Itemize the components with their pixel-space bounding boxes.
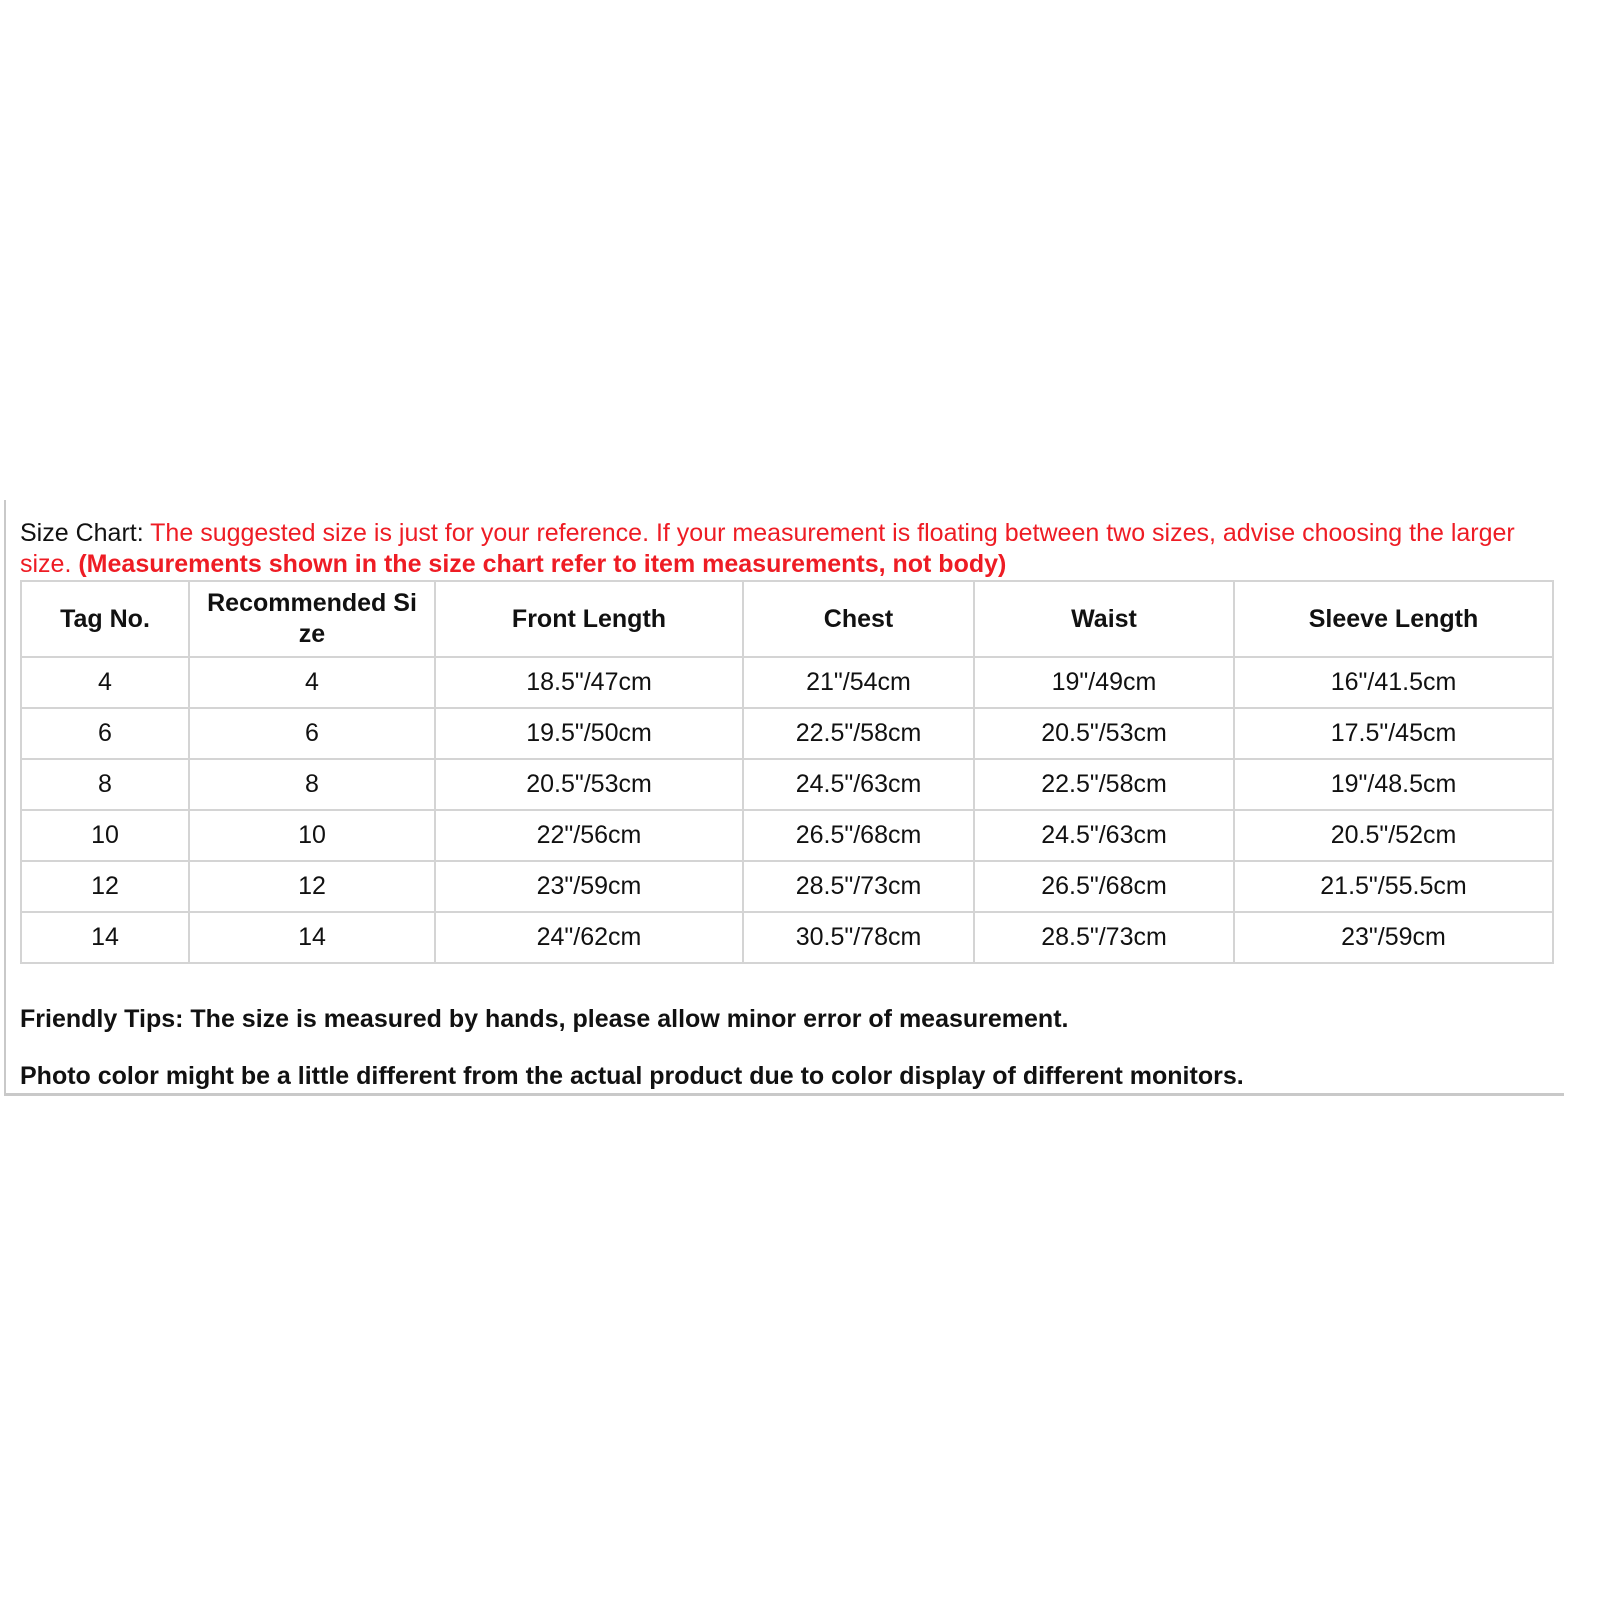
header-tag-no: Tag No. (21, 581, 189, 657)
cell-recommended-size: 6 (189, 708, 435, 759)
table-row (21, 810, 1553, 861)
table-row (21, 861, 1553, 912)
cell-chest: 24.5"/63cm (743, 759, 974, 810)
size-table (20, 580, 1554, 964)
size-chart-label: Size Chart (20, 519, 137, 547)
cell-waist: 26.5"/68cm (974, 861, 1234, 912)
cell-sleeve-length: 17.5"/45cm (1234, 708, 1553, 759)
cell-waist: 20.5"/53cm (974, 708, 1234, 759)
photo-color-note: Photo color might be a little different from the actual product due to color display of different monitors. (20, 1062, 1244, 1090)
cell-recommended-size: 14 (189, 912, 435, 963)
cell-sleeve-length: 16"/41.5cm (1234, 657, 1553, 708)
cell-waist: 28.5"/73cm (974, 912, 1234, 963)
cell-front-length: 19.5"/50cm (435, 708, 743, 759)
table-row (21, 708, 1553, 759)
header-recommended-size (189, 581, 435, 657)
cell-chest: 28.5"/73cm (743, 861, 974, 912)
cell-recommended-size: 4 (189, 657, 435, 708)
cell-front-length: 23"/59cm (435, 861, 743, 912)
cell-chest: 21"/54cm (743, 657, 974, 708)
header-waist: Waist (974, 581, 1234, 657)
measurement-note: (Measurements shown in the size chart refer to item measurements, not body) (78, 550, 1007, 578)
table-row (21, 912, 1553, 963)
cell-waist: 22.5"/58cm (974, 759, 1234, 810)
table-header-row (21, 581, 1553, 657)
cell-sleeve-length: 23"/59cm (1234, 912, 1553, 963)
table-row (21, 759, 1553, 810)
cell-tag-no: 14 (21, 912, 189, 963)
cell-chest: 26.5"/68cm (743, 810, 974, 861)
friendly-tips: Friendly Tips: The size is measured by hands, please allow minor error of measurement. (20, 1005, 1069, 1033)
cell-tag-no: 10 (21, 810, 189, 861)
cell-sleeve-length: 21.5"/55.5cm (1234, 861, 1553, 912)
size-advice-note: The suggested size is just for your reference. If your measurement is floating between two sizes, advise choosing the larger size. (20, 519, 1515, 578)
cell-chest: 22.5"/58cm (743, 708, 974, 759)
cell-front-length: 20.5"/53cm (435, 759, 743, 810)
cell-front-length: 22"/56cm (435, 810, 743, 861)
cell-waist: 24.5"/63cm (974, 810, 1234, 861)
header-front-length: Front Length (435, 581, 743, 657)
cell-front-length: 18.5"/47cm (435, 657, 743, 708)
size-chart-panel (4, 500, 1564, 1096)
cell-recommended-size: 8 (189, 759, 435, 810)
cell-recommended-size: 10 (189, 810, 435, 861)
cell-tag-no: 6 (21, 708, 189, 759)
cell-tag-no: 12 (21, 861, 189, 912)
header-chest: Chest (743, 581, 974, 657)
table-row (21, 657, 1553, 708)
header-recommended-size-label: Recommended Si ze (207, 589, 417, 648)
cell-sleeve-length: 19"/48.5cm (1234, 759, 1553, 810)
header-sleeve-length: Sleeve Length (1234, 581, 1553, 657)
cell-tag-no: 4 (21, 657, 189, 708)
size-chart-separator: : (136, 519, 144, 547)
cell-chest: 30.5"/78cm (743, 912, 974, 963)
cell-tag-no: 8 (21, 759, 189, 810)
cell-sleeve-length: 20.5"/52cm (1234, 810, 1553, 861)
cell-recommended-size: 12 (189, 861, 435, 912)
cell-front-length: 24"/62cm (435, 912, 743, 963)
cell-waist: 19"/49cm (974, 657, 1234, 708)
size-chart-intro (20, 518, 1550, 580)
